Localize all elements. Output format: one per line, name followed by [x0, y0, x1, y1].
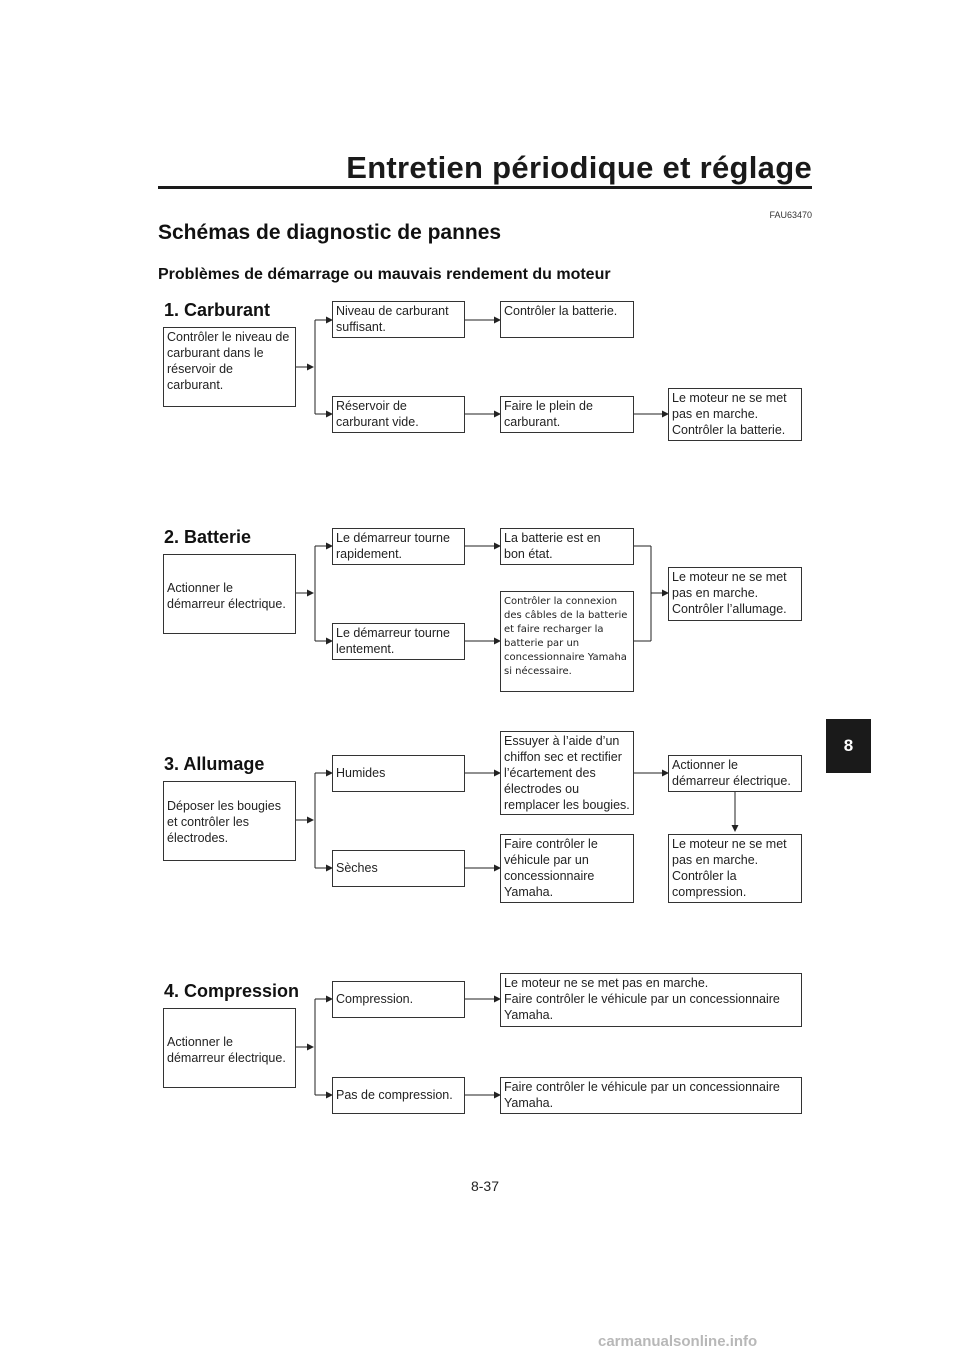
box-compression-yes-next: Le moteur ne se met pas en marche. Faire contrôler le véhicule par un concessionnaire Yamaha.	[500, 973, 802, 1027]
box-allumage-wet: Humides	[332, 755, 465, 792]
box-batterie-start: Actionner le démarreur électrique.	[163, 554, 296, 634]
box-carburant-yes-next: Contrôler la batterie.	[500, 301, 634, 338]
box-batterie-slow-next: Contrôler la connexion des câbles de la batterie et faire recharger la batterie par un concessionnaire Yamaha si nécessaire.	[500, 591, 634, 692]
reference-code: FAU63470	[769, 210, 812, 220]
box-batterie-fast: Le démarreur tourne rapidement.	[332, 528, 465, 565]
box-allumage-wet-final: Le moteur ne se met pas en marche. Contrôler la compression.	[668, 834, 802, 903]
box-compression-yes: Compression.	[332, 981, 465, 1018]
box-allumage-dry-next: Faire contrôler le véhicule par un concessionnaire Yamaha.	[500, 834, 634, 903]
box-allumage-wet-next: Essuyer à l’aide d’un chiffon sec et rectifier l’écartement des électrodes ou remplacer les bougies.	[500, 731, 634, 815]
page-header-title: Entretien périodique et réglage	[346, 150, 812, 185]
section-title-compression: 4. Compression	[164, 981, 300, 1001]
section-title-allumage: 3. Allumage	[164, 754, 265, 774]
box-carburant-start: Contrôler le niveau de carburant dans le réservoir de carburant.	[163, 327, 296, 407]
box-batterie-fast-next: La batterie est en bon état.	[500, 528, 634, 565]
subsection-heading: Problèmes de démarrage ou mauvais rendement du moteur	[158, 266, 611, 283]
box-allumage-wet-action: Actionner le démarreur électrique.	[668, 755, 802, 792]
box-compression-start: Actionner le démarreur électrique.	[163, 1008, 296, 1088]
box-allumage-dry: Sèches	[332, 850, 465, 887]
box-compression-no-next: Faire contrôler le véhicule par un concessionnaire Yamaha.	[500, 1077, 802, 1114]
box-carburant-no-final: Le moteur ne se met pas en marche. Contrôler la batterie.	[668, 388, 802, 441]
page-number: 8-37	[470, 1178, 500, 1194]
box-batterie-final: Le moteur ne se met pas en marche. Contrôler l’allumage.	[668, 567, 802, 621]
watermark: carmanualsonline.info	[598, 1333, 758, 1350]
box-carburant-no: Réservoir de carburant vide.	[332, 396, 465, 433]
box-carburant-no-next: Faire le plein de carburant.	[500, 396, 634, 433]
section-title-carburant: 1. Carburant	[164, 300, 271, 320]
box-compression-no: Pas de compression.	[332, 1077, 465, 1114]
section-heading: Schémas de diagnostic de pannes	[158, 221, 502, 244]
box-allumage-start: Déposer les bougies et contrôler les électrodes.	[163, 781, 296, 861]
box-carburant-yes: Niveau de carburant suffisant.	[332, 301, 465, 338]
section-title-batterie: 2. Batterie	[164, 527, 252, 547]
box-batterie-slow: Le démarreur tourne lentement.	[332, 623, 465, 660]
chapter-tab: 8	[826, 719, 871, 773]
